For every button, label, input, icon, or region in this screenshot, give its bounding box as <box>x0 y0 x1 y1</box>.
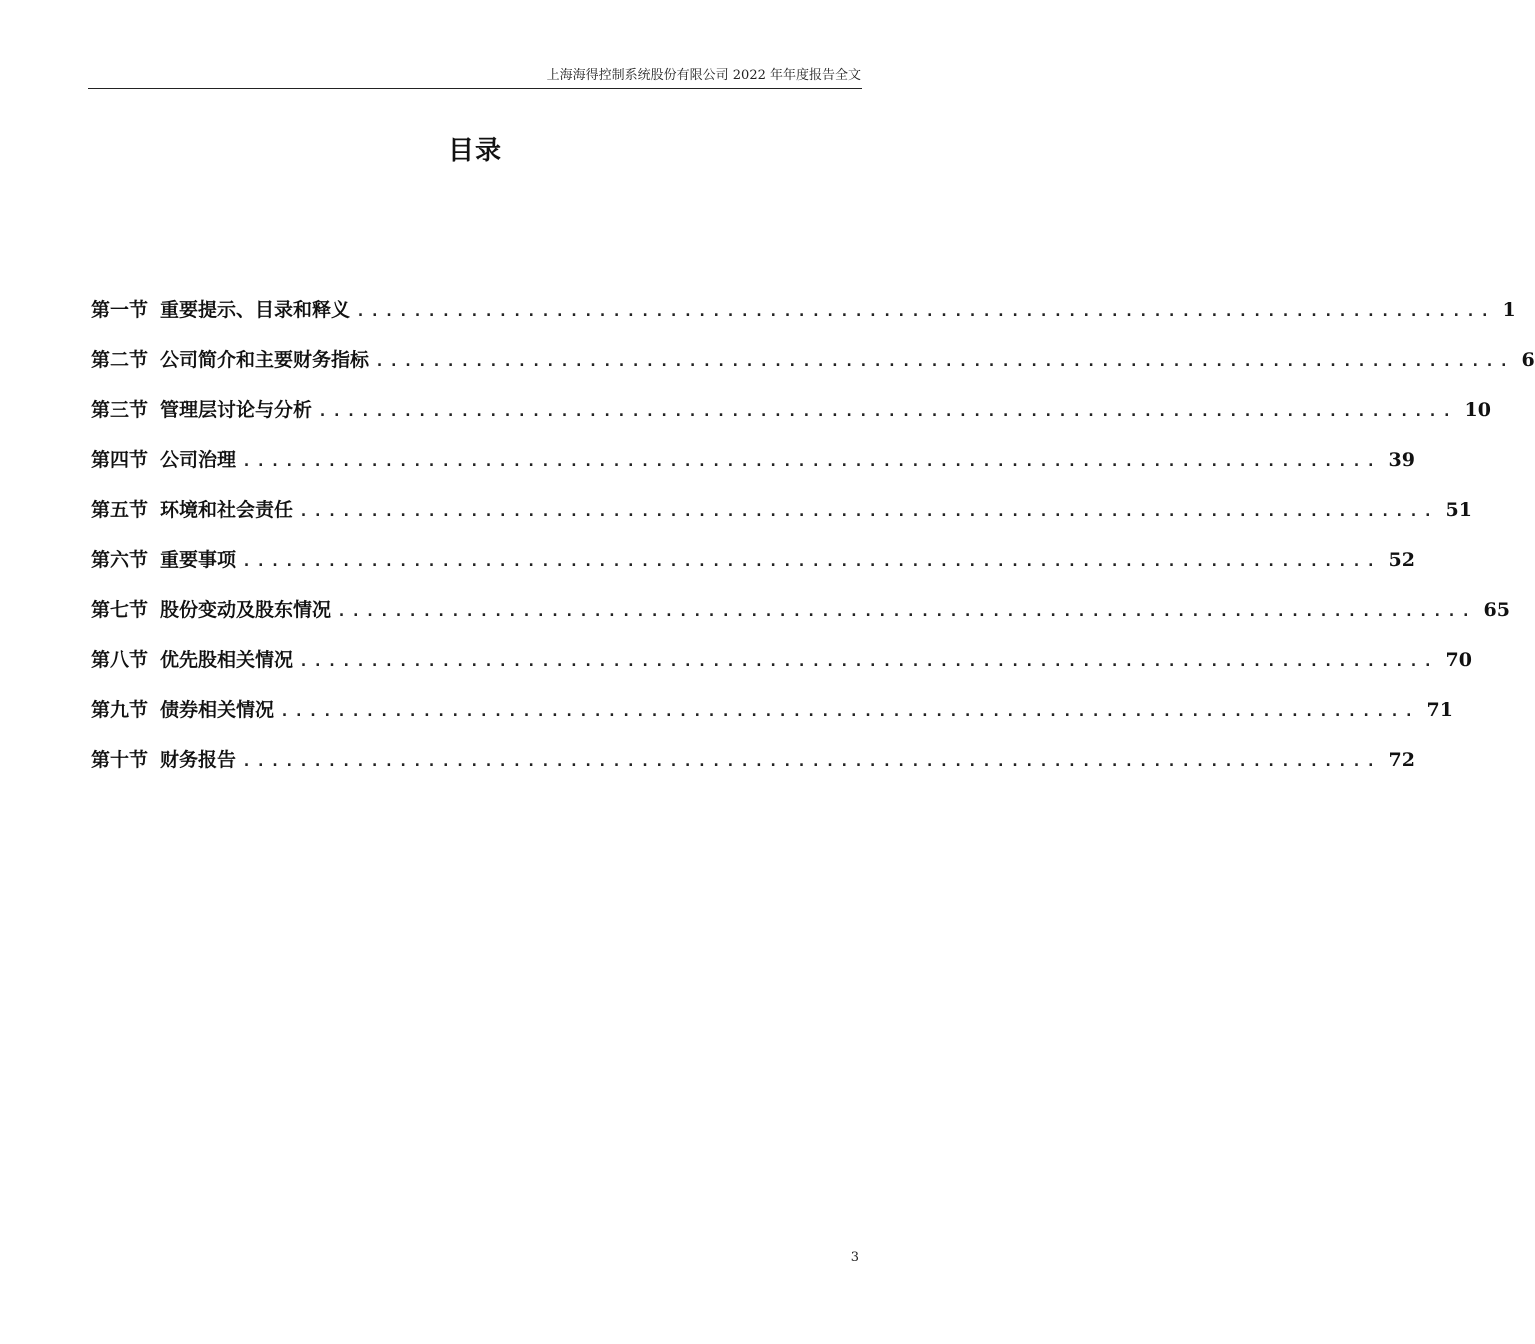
toc-dot-leader: ................................................................................ <box>337 602 1476 620</box>
toc-section-title: 环境和社会责任 <box>160 499 294 521</box>
toc-dot-leader: ................................................................................ <box>375 352 1514 370</box>
toc-section-title: 管理层讨论与分析 <box>160 399 313 421</box>
toc-section-title: 重要提示、目录和释义 <box>160 299 351 321</box>
toc-section-title: 股份变动及股东情况 <box>160 599 332 621</box>
toc-section-number: 第六节 <box>91 549 149 571</box>
toc-page-number: 10 <box>1464 399 1491 421</box>
toc-page-number: 71 <box>1426 699 1453 721</box>
toc-section-number: 第三节 <box>91 399 149 421</box>
toc-dot-leader: ................................................................................ <box>280 702 1419 720</box>
toc-entry[interactable] <box>91 445 1415 495</box>
toc-section-title: 重要事项 <box>160 549 237 571</box>
toc-section-number: 第十节 <box>91 749 149 771</box>
toc-dot-leader: ................................................................................ <box>242 552 1381 570</box>
toc-section-title: 债券相关情况 <box>160 699 275 721</box>
toc-entry[interactable] <box>91 545 1415 595</box>
toc-entry[interactable] <box>91 295 1516 345</box>
toc-entry[interactable] <box>91 745 1415 795</box>
page-title: 目录 <box>447 136 502 166</box>
toc-dot-leader: ................................................................................ <box>242 452 1381 470</box>
toc-dot-leader: ................................................................................ <box>299 652 1438 670</box>
toc-dot-leader: ................................................................................ <box>299 502 1438 520</box>
toc-entry[interactable] <box>91 345 1535 395</box>
toc-entry[interactable] <box>91 695 1453 745</box>
toc-entry[interactable] <box>91 645 1472 695</box>
toc-page-number: 72 <box>1388 749 1415 771</box>
toc-page-number: 51 <box>1445 499 1472 521</box>
toc-section-title: 优先股相关情况 <box>160 649 294 671</box>
page-number: 3 <box>850 1250 859 1265</box>
toc-page-number: 39 <box>1388 449 1415 471</box>
toc-section-number: 第二节 <box>91 349 149 371</box>
toc-section-title: 公司治理 <box>160 449 237 471</box>
toc-entry[interactable] <box>91 395 1491 445</box>
toc-page-number: 6 <box>1521 349 1535 371</box>
toc-section-number: 第七节 <box>91 599 149 621</box>
toc-page-number: 65 <box>1483 599 1510 621</box>
toc-page-number: 52 <box>1388 549 1415 571</box>
header-rule <box>88 88 862 89</box>
toc-section-title: 财务报告 <box>160 749 237 771</box>
toc-section-number: 第八节 <box>91 649 149 671</box>
toc-dot-leader: ................................................................................ <box>318 402 1457 420</box>
toc-dot-leader: ................................................................................ <box>242 752 1381 770</box>
toc-dot-leader: ................................................................................ <box>356 302 1495 320</box>
toc-page-number: 70 <box>1445 649 1472 671</box>
toc-section-number: 第五节 <box>91 499 149 521</box>
running-header: 上海海得控制系统股份有限公司 2022 年年度报告全文 <box>546 68 861 83</box>
table-of-contents <box>91 295 1535 795</box>
toc-page-number: 1 <box>1502 299 1516 321</box>
toc-entry[interactable] <box>91 495 1472 545</box>
toc-entry[interactable] <box>91 595 1510 645</box>
toc-section-title: 公司简介和主要财务指标 <box>160 349 370 371</box>
toc-section-number: 第九节 <box>91 699 149 721</box>
toc-section-number: 第一节 <box>91 299 149 321</box>
toc-section-number: 第四节 <box>91 449 149 471</box>
